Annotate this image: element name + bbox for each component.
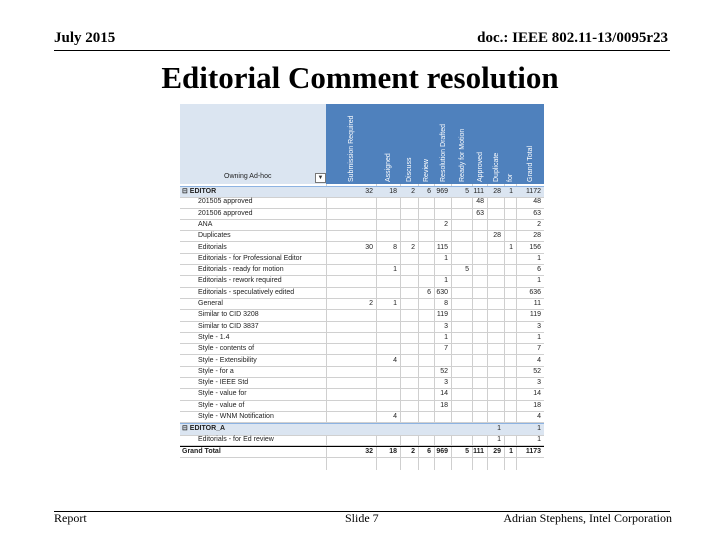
value-cell: 48 xyxy=(476,198,484,206)
column-header-label: Review xyxy=(423,159,430,182)
row-label: Grand Total xyxy=(182,447,221,455)
value-cell: 111 xyxy=(473,188,484,195)
pivot-row xyxy=(180,435,544,446)
value-cell: 1 xyxy=(537,333,541,341)
column-header-label: Grand Total xyxy=(527,145,534,182)
pivot-row xyxy=(180,333,544,344)
value-cell: 2 xyxy=(369,300,373,307)
row-label: Style - value of xyxy=(198,401,245,409)
value-cell: 29 xyxy=(493,447,501,455)
column-header xyxy=(346,108,357,182)
pivot-row xyxy=(180,412,544,423)
value-cell: 1 xyxy=(497,435,501,443)
pivot-row xyxy=(180,209,544,220)
pivot-row xyxy=(180,356,544,367)
value-cell: 115 xyxy=(436,243,448,251)
header-rule xyxy=(54,50,670,51)
row-label: Style - contents of xyxy=(198,345,255,353)
value-cell: 2 xyxy=(537,220,541,228)
footer-left: Report xyxy=(54,511,87,525)
value-cell: 636 xyxy=(529,288,541,296)
value-cell: 8 xyxy=(444,300,448,307)
column-header xyxy=(421,108,432,182)
value-cell: 1 xyxy=(509,243,513,251)
value-cell: 18 xyxy=(389,188,397,195)
value-cell: 1 xyxy=(509,188,513,195)
row-label: Editorials - for Professional Editor xyxy=(198,254,302,262)
value-cell: 48 xyxy=(533,198,541,206)
value-cell: 3 xyxy=(537,379,541,387)
value-cell: 1 xyxy=(537,277,541,285)
row-label: 201505 approved xyxy=(198,198,253,206)
value-cell: 4 xyxy=(537,356,541,364)
row-label: Editorials - for Ed review xyxy=(198,435,274,443)
pivot-row xyxy=(180,288,544,299)
value-cell: 1172 xyxy=(525,188,541,195)
grand-total-row xyxy=(180,446,544,458)
value-cell: 63 xyxy=(533,209,541,217)
pivot-row xyxy=(180,243,544,254)
value-cell: 11 xyxy=(533,300,541,307)
row-label: Editorials - rework required xyxy=(198,277,282,285)
value-cell: 1 xyxy=(444,254,448,262)
column-header-label: Discuss xyxy=(406,157,413,182)
value-cell: 28 xyxy=(493,188,501,195)
value-cell: 2 xyxy=(411,188,415,195)
pivot-row xyxy=(180,254,544,265)
row-header-area xyxy=(180,104,326,184)
row-label: Style - value for xyxy=(198,390,247,398)
value-cell: 18 xyxy=(533,401,541,409)
value-cell: 1 xyxy=(393,266,397,274)
header-doc-id: doc.: IEEE 802.11-13/0095r23 xyxy=(477,30,668,46)
value-cell: 1 xyxy=(537,435,541,443)
value-cell: 6 xyxy=(427,288,431,296)
column-header xyxy=(404,108,415,182)
value-cell: 1 xyxy=(509,447,513,455)
value-cell: 2 xyxy=(411,447,415,455)
row-label: Editorials xyxy=(198,243,227,251)
value-cell: 32 xyxy=(365,188,373,195)
pivot-row xyxy=(180,367,544,378)
column-header xyxy=(525,108,536,182)
slide-title: Editorial Comment resolution xyxy=(161,60,559,95)
column-header-label: Resolution Drafted xyxy=(439,124,447,182)
value-cell: 156 xyxy=(529,243,541,251)
footer-author: Adrian Stephens, Intel Corporation xyxy=(503,511,672,525)
column-header xyxy=(505,108,516,182)
value-cell: 5 xyxy=(465,188,469,195)
column-header-label: Duplicate xyxy=(492,152,500,182)
row-label: Editorials - speculatively edited xyxy=(198,288,295,296)
value-cell: 969 xyxy=(436,188,448,195)
value-cell: 1 xyxy=(497,425,501,433)
pivot-row xyxy=(180,197,544,208)
value-cell: 63 xyxy=(476,209,484,217)
value-cell: 6 xyxy=(427,447,431,455)
column-header-label: for xyxy=(507,173,514,182)
value-cell: 7 xyxy=(537,345,541,353)
row-label: ⊟ EDITOR_A xyxy=(182,425,226,433)
row-label: Similar to CID 3208 xyxy=(198,311,259,319)
filter-dropdown-icon[interactable]: ▼ xyxy=(315,173,326,183)
column-header-label: Approved xyxy=(476,152,484,182)
value-cell: 119 xyxy=(529,311,541,319)
pivot-row xyxy=(180,220,544,231)
column-header-label: Ready for Motion xyxy=(458,128,466,182)
column-header xyxy=(457,108,468,182)
value-cell: 6 xyxy=(427,188,431,195)
pivot-row xyxy=(180,276,544,287)
value-cell: 4 xyxy=(393,356,397,364)
value-cell: 3 xyxy=(444,379,448,387)
row-label: ⊟ EDITOR xyxy=(182,188,217,195)
value-cell: 1 xyxy=(444,277,448,285)
row-label: Style - for a xyxy=(198,367,234,375)
pivot-row xyxy=(180,299,544,310)
value-cell: 1173 xyxy=(525,447,541,455)
column-header xyxy=(491,108,502,182)
row-label: Style - WNM Notification xyxy=(198,413,274,420)
value-cell: 2 xyxy=(444,220,448,228)
header-date: July 2015 xyxy=(54,30,116,46)
value-cell: 4 xyxy=(537,413,541,420)
value-cell: 14 xyxy=(440,390,448,398)
value-cell: 3 xyxy=(444,322,448,330)
pivot-row xyxy=(180,310,544,321)
value-cell: 2 xyxy=(411,243,415,251)
value-cell: 969 xyxy=(436,447,448,455)
value-cell: 18 xyxy=(440,401,448,409)
column-header-label: Assigned xyxy=(385,153,392,182)
column-header xyxy=(383,108,394,182)
row-label: Similar to CID 3837 xyxy=(198,322,259,330)
value-cell: 7 xyxy=(444,345,448,353)
pivot-row xyxy=(180,389,544,400)
value-cell: 1 xyxy=(393,300,397,307)
value-cell: 18 xyxy=(389,447,397,455)
row-label: Style - 1.4 xyxy=(198,333,230,341)
row-label: Editorials - ready for motion xyxy=(198,266,284,274)
value-cell: 111 xyxy=(473,447,484,455)
value-cell: 119 xyxy=(436,311,448,319)
value-cell: 4 xyxy=(393,413,397,420)
row-label: General xyxy=(198,300,223,307)
value-cell: 5 xyxy=(465,266,469,274)
row-label: Duplicates xyxy=(198,232,231,240)
footer-slide-number: Slide 7 xyxy=(345,511,379,525)
row-label: ANA xyxy=(198,220,213,228)
column-header-label: Submission Required xyxy=(348,115,355,182)
value-cell: 28 xyxy=(493,232,501,240)
pivot-row xyxy=(180,378,544,389)
pivot-row xyxy=(180,231,544,242)
value-cell: 5 xyxy=(465,447,469,455)
value-cell: 6 xyxy=(537,266,541,274)
row-header-label: Owning Ad-hoc xyxy=(224,173,272,180)
column-header xyxy=(475,108,486,182)
value-cell: 1 xyxy=(444,333,448,341)
value-cell: 8 xyxy=(393,243,397,251)
value-cell: 32 xyxy=(365,447,373,455)
value-cell: 1 xyxy=(537,254,541,262)
value-cell: 52 xyxy=(440,367,448,375)
value-cell: 52 xyxy=(533,367,541,375)
pivot-row xyxy=(180,265,544,276)
value-cell: 3 xyxy=(537,322,541,330)
row-label: Style - IEEE Std xyxy=(198,379,249,387)
row-label: Style - Extensibility xyxy=(198,356,257,364)
value-cell: 14 xyxy=(533,390,541,398)
value-cell: 630 xyxy=(436,288,448,296)
column-header xyxy=(438,108,449,182)
pivot-row xyxy=(180,401,544,412)
value-cell: 28 xyxy=(533,232,541,240)
value-cell: 30 xyxy=(365,243,373,251)
row-label: 201506 approved xyxy=(198,209,253,217)
pivot-table xyxy=(180,104,544,470)
value-cell: 1 xyxy=(537,425,541,433)
pivot-row xyxy=(180,344,544,355)
pivot-row xyxy=(180,322,544,333)
